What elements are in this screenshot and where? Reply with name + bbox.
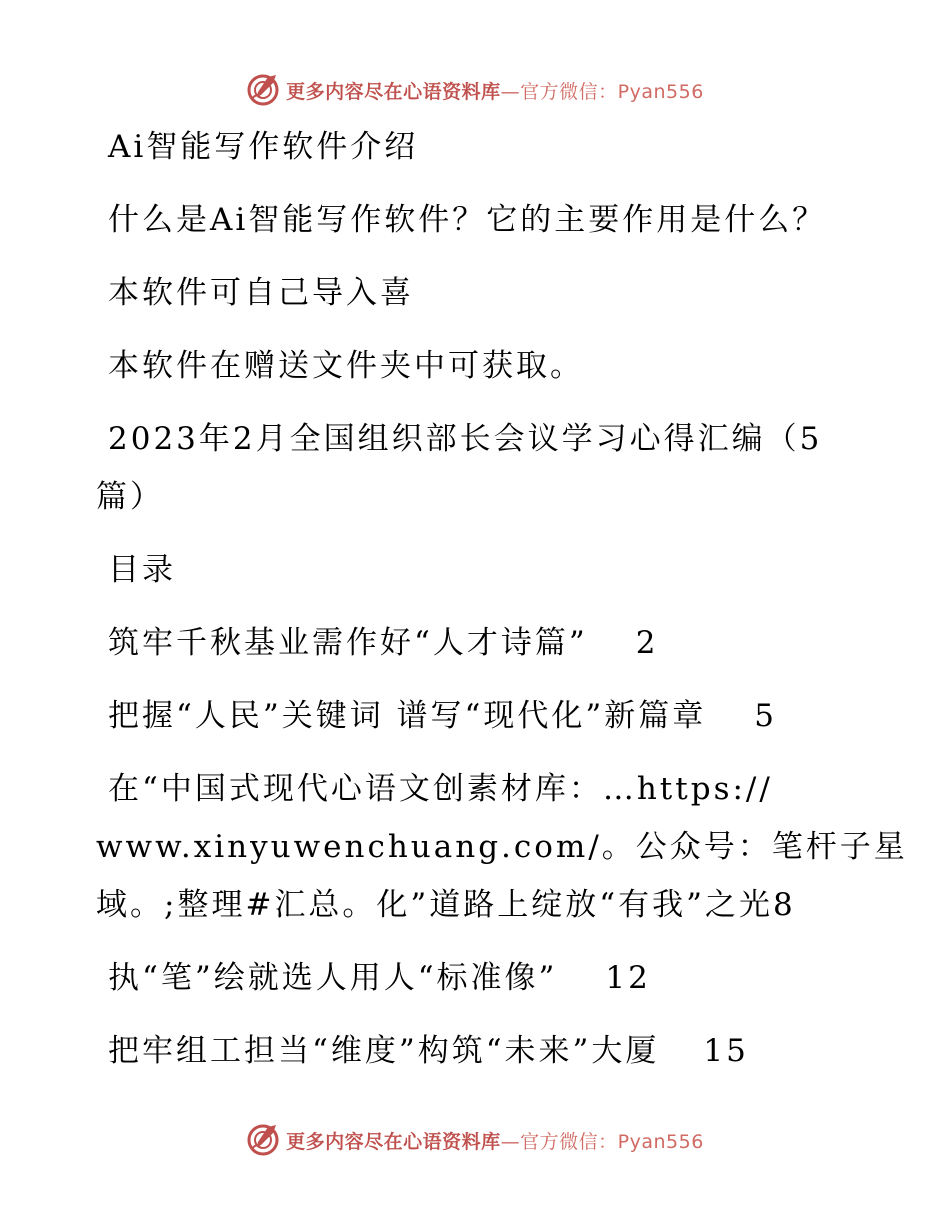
software-question: 什么是Ai智能写作软件？它的主要作用是什么？: [108, 202, 827, 238]
toc-item-1[interactable]: [96, 614, 856, 672]
toc-item-title: 把牢组工担当“维度”构筑“未来”大厦: [108, 1033, 660, 1069]
software-download-note: 本软件在赠送文件夹中可获取。: [108, 348, 584, 384]
software-import-note: 本软件可自己导入喜: [108, 275, 414, 311]
toc-item-4[interactable]: [96, 949, 856, 1007]
toc-item-page: 15: [703, 1033, 749, 1069]
footer-banner: [0, 1118, 950, 1162]
footer-contact-text: —官方微信：Pyan556: [500, 1130, 704, 1153]
toc-item-5[interactable]: [96, 1022, 856, 1080]
toc-item-title: 筑牢千秋基业需作好“人才诗篇”: [108, 625, 588, 661]
header-banner: [0, 68, 950, 112]
toc-item-title: 把握“人民”关键词 谱写“现代化”新篇章: [108, 698, 707, 734]
toc-item-title-line: [96, 876, 856, 934]
toc-heading: 目录: [108, 552, 176, 588]
document-body: [96, 118, 908, 1080]
header-contact-text: —官方微信：Pyan556: [500, 80, 704, 103]
toc-item-title-line: 在“中国式现代心语文创素材库：…https://: [108, 771, 773, 807]
toc-item-3[interactable]: [96, 760, 908, 934]
toc-item-2[interactable]: [96, 687, 856, 745]
header-brand-text: 更多内容尽在心语资料库—官方微信：Pyan556: [286, 80, 704, 103]
toc-item-page: 12: [605, 960, 651, 996]
toc-item-page: 2: [635, 625, 659, 661]
toc-item-page: 8: [772, 887, 796, 923]
document-title-line2: 篇）: [96, 479, 164, 515]
toc-item-title-line: 域。;整理#汇总。化”道路上绽放“有我”之光: [96, 887, 773, 923]
software-intro-heading: Ai智能写作软件介绍: [108, 129, 419, 165]
footer-brand-text: 更多内容尽在心语资料库—官方微信：Pyan556: [286, 1130, 704, 1153]
toc-item-title-line: www.xinyuwenchuang.com/。公众号：笔杆子星: [96, 829, 908, 865]
document-title-line1: 2023年2月全国组织部长会议学习心得汇编（5: [108, 421, 823, 457]
pen-circle-logo-icon: [246, 1123, 280, 1157]
toc-item-title: 执“笔”绘就选人用人“标准像”: [108, 960, 558, 996]
toc-item-page: 5: [754, 698, 777, 734]
pen-circle-logo-icon: [246, 73, 280, 107]
